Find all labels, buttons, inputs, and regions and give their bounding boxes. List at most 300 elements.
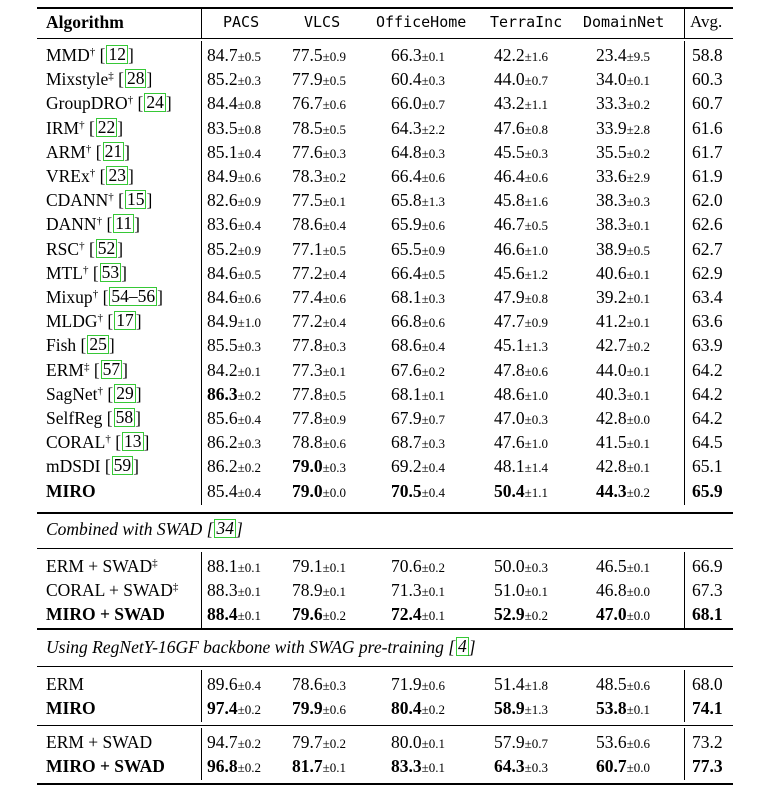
std-value: ±0.1: [322, 194, 347, 210]
citation-link[interactable]: 58: [115, 407, 134, 427]
mean-value: 83.6: [207, 214, 238, 235]
value-cell: [596, 309, 650, 333]
value-cell: [207, 261, 261, 285]
std-value: ±0.2: [626, 484, 651, 500]
std-value: ±0.7: [524, 736, 549, 751]
algorithm-label: CORAL: [46, 432, 106, 453]
mean-value: 44.0: [494, 69, 525, 90]
citation-link[interactable]: 53: [101, 261, 120, 282]
algorithm-name: Mixup† [ 54–56 ]: [46, 286, 163, 307]
std-value: ±0.1: [421, 736, 446, 751]
mean-value: 33.9: [596, 117, 627, 138]
mean-value: 51.0: [494, 580, 525, 601]
std-value: ±0.5: [322, 121, 347, 137]
value-cell: [292, 578, 346, 602]
algorithm-label: mDSDI: [46, 456, 101, 477]
mean-value: 60.4: [391, 69, 422, 90]
avg-value: 62.0: [692, 190, 723, 211]
std-value: ±0.1: [421, 584, 446, 600]
std-value: ±0.5: [524, 218, 549, 234]
algorithm-name: MMD† [ 12 ]: [46, 44, 134, 65]
mean-value: 77.4: [292, 287, 323, 307]
citation-link[interactable]: 29: [116, 382, 134, 403]
value-cell: [292, 430, 346, 454]
std-value: ±0.5: [421, 266, 446, 282]
avg-cell: [692, 602, 723, 626]
mean-value: 57.9: [494, 732, 525, 752]
algorithm-label: SagNet: [46, 383, 98, 404]
algorithm-name: CDANN† [ 15 ]: [46, 189, 153, 211]
value-cell: [596, 382, 650, 406]
value-cell: [292, 212, 346, 236]
value-cell: [494, 237, 548, 261]
std-value: ±0.2: [626, 97, 651, 113]
std-value: ±0.6: [524, 363, 549, 379]
mean-value: 38.3: [596, 214, 627, 235]
mean-value: 71.9: [391, 674, 422, 694]
mean-value: 48.6: [494, 383, 525, 404]
value-cell: [391, 237, 445, 261]
std-value: ±0.9: [322, 412, 347, 427]
algorithm-label: Mixup: [46, 287, 93, 307]
algorithm-label: CORAL + SWAD: [46, 580, 173, 601]
std-value: ±0.6: [322, 291, 347, 306]
value-cell: [292, 554, 346, 578]
avg-value: 62.7: [692, 238, 723, 259]
mean-value: 84.9: [207, 166, 238, 186]
mean-value: 46.8: [596, 580, 627, 601]
value-cell: [292, 91, 346, 115]
value-cell: [391, 309, 445, 333]
std-value: ±0.1: [322, 363, 347, 379]
mean-value: 47.6: [494, 117, 525, 138]
value-cell: [596, 140, 650, 164]
std-value: ±0.2: [237, 736, 262, 751]
std-value: ±0.2: [421, 702, 446, 718]
mean-value: 86.2: [207, 456, 238, 477]
std-value: ±0.8: [524, 291, 549, 306]
column-rule: [201, 552, 202, 629]
mean-value: 64.3: [494, 756, 525, 777]
value-cell: [596, 578, 650, 602]
avg-value: 63.6: [692, 311, 723, 332]
mean-value: 78.6: [292, 214, 323, 235]
std-value: ±0.3: [237, 73, 262, 89]
value-cell: [596, 116, 650, 140]
algorithm-name: RSC† [ 52 ]: [46, 237, 124, 259]
value-cell: [494, 67, 548, 91]
mean-value: 47.0: [596, 604, 627, 625]
mean-value: 79.6: [292, 604, 323, 625]
footnote-mark: †: [127, 94, 134, 107]
std-value: ±1.4: [524, 460, 549, 476]
std-value: ±0.6: [421, 218, 446, 234]
std-value: ±0.4: [421, 460, 446, 476]
mean-value: 65.8: [391, 190, 422, 211]
avg-cell: [692, 479, 723, 503]
std-value: ±0.6: [626, 736, 651, 751]
citation-link[interactable]: 52: [97, 237, 116, 258]
std-value: ±0.1: [626, 460, 651, 476]
header-terrainc: TerraInc: [490, 13, 563, 31]
mean-value: 23.4: [596, 45, 627, 65]
value-cell: [207, 430, 261, 454]
mean-value: 81.7: [292, 756, 323, 777]
citation-link[interactable]: 34: [216, 518, 234, 538]
mean-value: 84.2: [207, 359, 238, 380]
std-value: ±0.1: [626, 363, 651, 379]
std-value: ±0.4: [322, 266, 347, 282]
avg-cell: [692, 140, 723, 164]
citation-link[interactable]: 12: [108, 44, 126, 64]
std-value: ±0.1: [421, 608, 446, 624]
value-cell: [207, 116, 261, 140]
std-value: ±0.1: [626, 266, 651, 282]
algorithm-name: MTL† [ 53 ]: [46, 261, 127, 283]
value-cell: [207, 406, 261, 430]
avg-cell: [692, 285, 723, 309]
value-cell: [292, 164, 346, 188]
value-cell: [391, 188, 445, 212]
std-value: ±0.1: [237, 608, 262, 624]
footnote-mark: ‡: [172, 581, 179, 594]
mean-value: 77.2: [292, 311, 323, 332]
value-cell: [292, 382, 346, 406]
value-cell: [494, 43, 548, 67]
std-value: ±0.1: [421, 49, 446, 64]
avg-value: 64.2: [692, 359, 723, 380]
table-rule: [37, 7, 733, 9]
citation-link[interactable]: 11: [115, 213, 133, 234]
value-cell: [391, 479, 445, 503]
value-cell: [207, 237, 261, 261]
value-cell: [292, 406, 346, 430]
value-cell: [596, 406, 650, 430]
value-cell: [494, 164, 548, 188]
table-rule: [37, 666, 733, 667]
table-rule: [37, 725, 733, 726]
value-cell: [494, 285, 548, 309]
citation-link[interactable]: 28: [126, 68, 145, 89]
mean-value: 70.6: [391, 556, 422, 576]
value-cell: [494, 333, 548, 357]
std-value: ±0.3: [322, 145, 347, 161]
value-cell: [596, 430, 650, 454]
value-cell: [494, 358, 548, 382]
mean-value: 78.9: [292, 580, 323, 601]
citation-link[interactable]: 57: [102, 358, 121, 379]
value-cell: [596, 67, 650, 91]
value-cell: [391, 602, 445, 626]
std-value: ±0.2: [237, 702, 262, 718]
mean-value: 77.5: [292, 45, 323, 65]
value-cell: [596, 479, 650, 503]
mean-value: 79.7: [292, 732, 323, 752]
mean-value: 97.4: [207, 698, 238, 719]
citation-link[interactable]: 21: [104, 140, 123, 161]
value-cell: [596, 730, 650, 754]
std-value: ±0.7: [421, 412, 446, 427]
mean-value: 45.8: [494, 190, 525, 211]
mean-value: 71.3: [391, 580, 422, 601]
std-value: ±0.6: [237, 291, 262, 306]
avg-value: 68.0: [692, 674, 723, 694]
footnote-mark: †: [85, 142, 92, 155]
algorithm-name: [46, 602, 165, 626]
footnote-mark: †: [105, 433, 111, 446]
mean-value: 64.3: [391, 117, 422, 138]
value-cell: [292, 237, 346, 261]
bracket-close: ]: [468, 637, 476, 657]
mean-value: 83.5: [207, 117, 238, 138]
value-cell: [391, 358, 445, 382]
avg-cell: [692, 382, 723, 406]
value-cell: [207, 140, 261, 164]
value-cell: [207, 754, 261, 778]
mean-value: 40.6: [596, 262, 627, 283]
std-value: ±0.8: [524, 121, 549, 137]
mean-value: 34.0: [596, 69, 627, 90]
std-value: ±0.5: [322, 242, 347, 258]
avg-cell: [692, 454, 723, 478]
value-cell: [596, 91, 650, 115]
value-cell: [596, 333, 650, 357]
avg-cell: [692, 116, 723, 140]
column-rule: [201, 728, 202, 780]
avg-value: 62.6: [692, 214, 723, 235]
mean-value: 85.5: [207, 335, 238, 356]
value-cell: [391, 406, 445, 430]
footnote-mark: †: [89, 46, 96, 58]
mean-value: 78.6: [292, 674, 323, 694]
value-cell: [494, 140, 548, 164]
mean-value: 85.2: [207, 238, 238, 259]
algorithm-label: CDANN: [46, 190, 109, 211]
std-value: ±1.0: [237, 315, 262, 331]
std-value: ±0.1: [626, 218, 651, 234]
mean-value: 50.0: [494, 556, 525, 576]
mean-value: 46.7: [494, 214, 525, 235]
algorithm-label: VREx: [46, 166, 90, 186]
value-cell: [292, 358, 346, 382]
value-cell: [207, 696, 261, 720]
value-cell: [494, 116, 548, 140]
value-cell: [207, 479, 261, 503]
algorithm-name: VREx† [ 23 ]: [46, 165, 134, 186]
mean-value: 80.4: [391, 698, 422, 719]
mean-value: 42.8: [596, 408, 627, 428]
std-value: ±0.6: [237, 170, 262, 185]
std-value: ±0.1: [626, 702, 651, 718]
std-value: ±0.3: [626, 194, 651, 210]
std-value: ±0.1: [626, 291, 651, 306]
std-value: ±1.0: [524, 436, 549, 452]
citation-link[interactable]: 23: [108, 165, 126, 185]
std-value: ±0.2: [626, 339, 651, 355]
mean-value: 39.2: [596, 287, 627, 307]
avg-cell: [692, 730, 723, 754]
algorithm-label: ERM: [46, 359, 84, 380]
mean-value: 66.8: [391, 311, 422, 332]
avg-cell: [692, 578, 723, 602]
avg-value: 58.8: [692, 45, 723, 65]
std-value: ±0.2: [524, 608, 549, 624]
value-cell: [494, 430, 548, 454]
citation-link[interactable]: 4: [458, 636, 467, 656]
column-rule: [684, 41, 685, 505]
mean-value: 78.8: [292, 432, 323, 453]
std-value: ±0.4: [237, 218, 262, 234]
algorithm-name: [46, 696, 96, 720]
citation-link[interactable]: 25: [89, 334, 107, 355]
mean-value: 53.6: [596, 732, 627, 752]
section-caption: Using RegNetY-16GF backbone with SWAG pre-training [ 4 ]: [46, 636, 476, 657]
mean-value: 89.6: [207, 674, 238, 694]
value-cell: [391, 730, 445, 754]
citation-link[interactable]: 24: [146, 92, 164, 113]
std-value: ±0.4: [421, 339, 446, 355]
std-value: ±1.0: [524, 242, 549, 258]
std-value: ±2.9: [626, 170, 651, 185]
footnote-mark: ‡: [152, 557, 158, 569]
value-cell: [292, 285, 346, 309]
value-cell: [391, 91, 445, 115]
std-value: ±0.2: [322, 170, 347, 185]
avg-cell: [692, 406, 723, 430]
citation-link[interactable]: 22: [97, 116, 116, 137]
algorithm-label: ARM: [46, 141, 86, 162]
std-value: ±0.6: [524, 170, 549, 185]
value-cell: [292, 333, 346, 357]
algorithm-label: SelfReg: [46, 408, 103, 428]
avg-value: 64.2: [692, 383, 723, 404]
column-rule: [684, 8, 685, 38]
mean-value: 43.2: [494, 93, 525, 114]
value-cell: [494, 454, 548, 478]
std-value: ±2.8: [626, 121, 651, 137]
std-value: ±0.1: [322, 584, 347, 600]
value-cell: [391, 140, 445, 164]
algorithm-name: ARM† [ 21 ]: [46, 140, 130, 162]
mean-value: 77.2: [292, 262, 323, 283]
header-avg: Avg.: [690, 12, 723, 31]
avg-value: 61.7: [692, 141, 723, 162]
citation-link[interactable]: 17: [116, 310, 134, 331]
value-cell: [391, 430, 445, 454]
algorithm-name: [46, 730, 152, 754]
avg-value: 61.6: [692, 117, 723, 138]
std-value: ±0.3: [237, 339, 262, 355]
citation-link[interactable]: 13: [124, 431, 142, 452]
mean-value: 72.4: [391, 604, 422, 625]
header-algorithm: Algorithm: [46, 12, 124, 32]
mean-value: 65.5: [391, 238, 422, 259]
algorithm-name: IRM† [ 22 ]: [46, 116, 124, 138]
std-value: ±1.1: [524, 97, 549, 113]
mean-value: 82.6: [207, 190, 238, 211]
mean-value: 33.6: [596, 166, 627, 186]
caption-text: Combined with SWAD: [46, 519, 207, 539]
value-cell: [207, 188, 261, 212]
value-cell: [494, 754, 548, 778]
std-value: ±0.2: [626, 145, 651, 161]
std-value: ±0.8: [237, 97, 262, 113]
mean-value: 47.6: [494, 432, 525, 453]
value-cell: [494, 578, 548, 602]
std-value: ±2.2: [421, 121, 446, 137]
citation-link[interactable]: 54–56: [111, 286, 156, 306]
value-cell: [596, 188, 650, 212]
avg-cell: [692, 754, 723, 778]
std-value: ±0.1: [626, 315, 651, 331]
mean-value: 52.9: [494, 604, 525, 625]
std-value: ±0.0: [626, 584, 651, 600]
value-cell: [494, 696, 548, 720]
avg-cell: [692, 554, 723, 578]
mean-value: 67.9: [391, 408, 422, 428]
mean-value: 45.6: [494, 262, 525, 283]
header-domainnet: DomainNet: [583, 13, 665, 31]
mean-value: 45.1: [494, 335, 525, 356]
mean-value: 79.0: [292, 480, 323, 501]
std-value: ±0.0: [626, 608, 651, 624]
mean-value: 46.4: [494, 166, 525, 186]
algorithm-name: SelfReg [ 58 ]: [46, 407, 141, 428]
avg-cell: [692, 261, 723, 285]
std-value: ±0.6: [322, 702, 347, 718]
std-value: ±0.3: [421, 436, 446, 452]
mean-value: 85.2: [207, 69, 238, 90]
table-rule: [37, 512, 733, 514]
avg-value: 77.3: [692, 756, 723, 777]
std-value: ±0.9: [237, 242, 262, 258]
mean-value: 58.9: [494, 698, 525, 719]
mean-value: 77.5: [292, 190, 323, 211]
column-rule: [201, 8, 202, 38]
value-cell: [391, 164, 445, 188]
mean-value: 42.7: [596, 335, 627, 356]
std-value: ±0.8: [237, 121, 262, 137]
std-value: ±0.3: [524, 412, 549, 427]
column-rule: [201, 670, 202, 722]
avg-cell: [692, 430, 723, 454]
algorithm-name: CORAL† [ 13 ]: [46, 431, 150, 453]
mean-value: 86.2: [207, 432, 238, 453]
std-value: ±0.1: [421, 387, 446, 403]
citation-link[interactable]: 15: [126, 189, 145, 210]
std-value: ±1.0: [524, 387, 549, 403]
value-cell: [494, 188, 548, 212]
header-officehome: OfficeHome: [376, 13, 467, 31]
header-vlcs: VLCS: [304, 13, 341, 31]
value-cell: [207, 309, 261, 333]
std-value: ±0.3: [524, 145, 549, 161]
mean-value: 47.9: [494, 287, 525, 307]
mean-value: 84.9: [207, 311, 238, 332]
footnote-mark: ‡: [83, 360, 90, 373]
std-value: ±0.1: [237, 363, 262, 379]
value-cell: [596, 754, 650, 778]
value-cell: [207, 578, 261, 602]
std-value: ±0.4: [237, 412, 262, 427]
value-cell: [292, 188, 346, 212]
mean-value: 94.7: [207, 732, 238, 752]
citation-link[interactable]: 59: [113, 455, 132, 476]
value-cell: [494, 602, 548, 626]
mean-value: 77.9: [292, 69, 323, 90]
value-cell: [596, 285, 650, 309]
mean-value: 41.5: [596, 432, 627, 453]
